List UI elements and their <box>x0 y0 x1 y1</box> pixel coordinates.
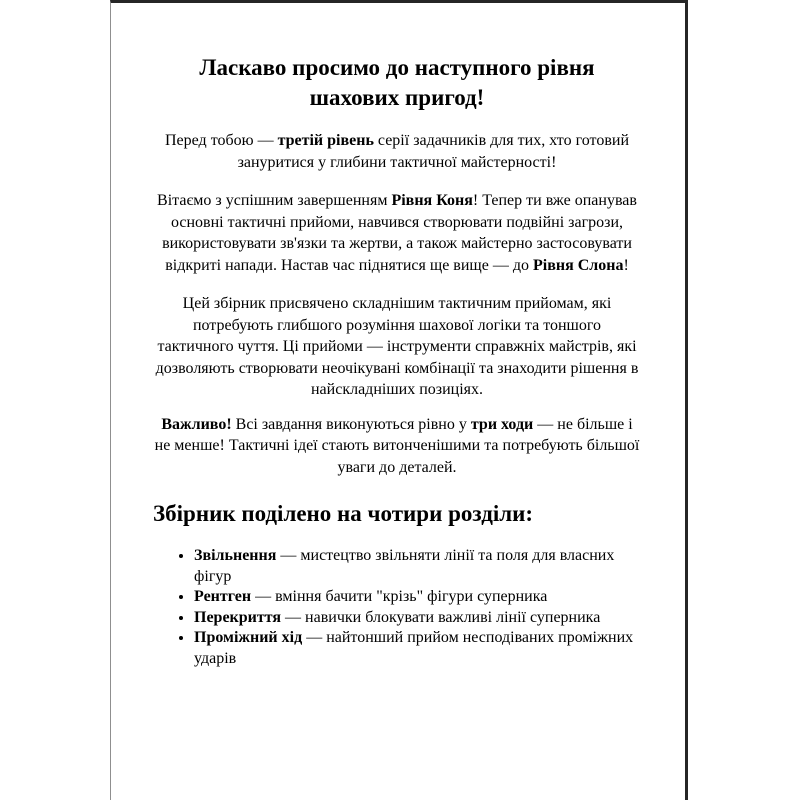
list-item-term: Звільнення <box>194 547 277 564</box>
document-page <box>110 0 688 800</box>
document-title: Ласкаво просимо до наступного рівня шахових пригод! <box>199 55 595 110</box>
paragraph-intro-text-end: серії задачників для тих, хто готовий зануритися у глибини тактичної майстерності! <box>237 132 629 171</box>
paragraph-intro-text: Перед тобою — <box>165 132 278 149</box>
list-item-desc: — вміння бачити "крізь" фігури суперника <box>251 588 548 605</box>
list-item-desc: — мистецтво звільняти лінії та поля для власних фігур <box>194 547 615 585</box>
sections-heading: Збірник поділено на чотири розділи: <box>153 501 534 526</box>
list-item-term: Рентген <box>194 588 252 605</box>
paragraph-congrats-bold-knight-level: Рівня Коня <box>391 192 473 209</box>
list-item-liberation <box>194 546 641 587</box>
paragraph-important-text-mid: Всі завдання виконуються рівно у <box>231 415 471 433</box>
paragraph-important-text-end: — не більше і не менше! Тактичні ідеї стають витонченішими та потребують більшої уваги до деталей. <box>154 415 640 476</box>
paragraph-important-bold-label: Важливо! <box>161 415 232 433</box>
list-item-term: Перекриття <box>194 608 282 626</box>
list-item-zwischenzug <box>194 628 641 669</box>
list-item-interference <box>194 608 641 629</box>
paragraph-congrats-text-mid: ! Тепер ти вже опанував основні тактичні прийоми, навчився створювати подвійні загрози, використовувати зв'язки та жертви, а також майстерно застосовувати відкриті напади. Настав час піднятися ще вище — до <box>162 192 637 274</box>
paragraph-congrats <box>153 190 641 276</box>
paragraph-congrats-bold-bishop-level: Рівня Слона <box>532 256 624 274</box>
paragraph-intro-bold: третій рівень <box>277 132 374 149</box>
sections-list <box>153 546 641 669</box>
list-item-desc: — навички блокувати важливі лінії суперника <box>281 608 601 626</box>
paragraph-intro <box>153 130 641 173</box>
paragraph-description: Цей збірник присвячено складнішим тактичним прийомам, які потребують глибшого розуміння шахової логіки та тоншого тактичного чуття. Ці прийоми — інструменти справжніх майстрів, які дозволяють створювати неочікувані комбінації та знаходити рішення в найскладніших позиціях. <box>155 295 639 398</box>
list-item-xray <box>194 587 641 608</box>
paragraph-important <box>153 414 641 479</box>
paragraph-congrats-text-end: ! <box>623 256 629 274</box>
paragraph-important-bold-moves: три ходи <box>470 415 534 433</box>
list-item-term: Проміжний хід <box>194 629 303 646</box>
paragraph-congrats-text: Вітаємо з успішним завершенням <box>157 192 392 209</box>
list-item-desc: — найтонший прийом несподіваних проміжних ударів <box>194 629 634 667</box>
